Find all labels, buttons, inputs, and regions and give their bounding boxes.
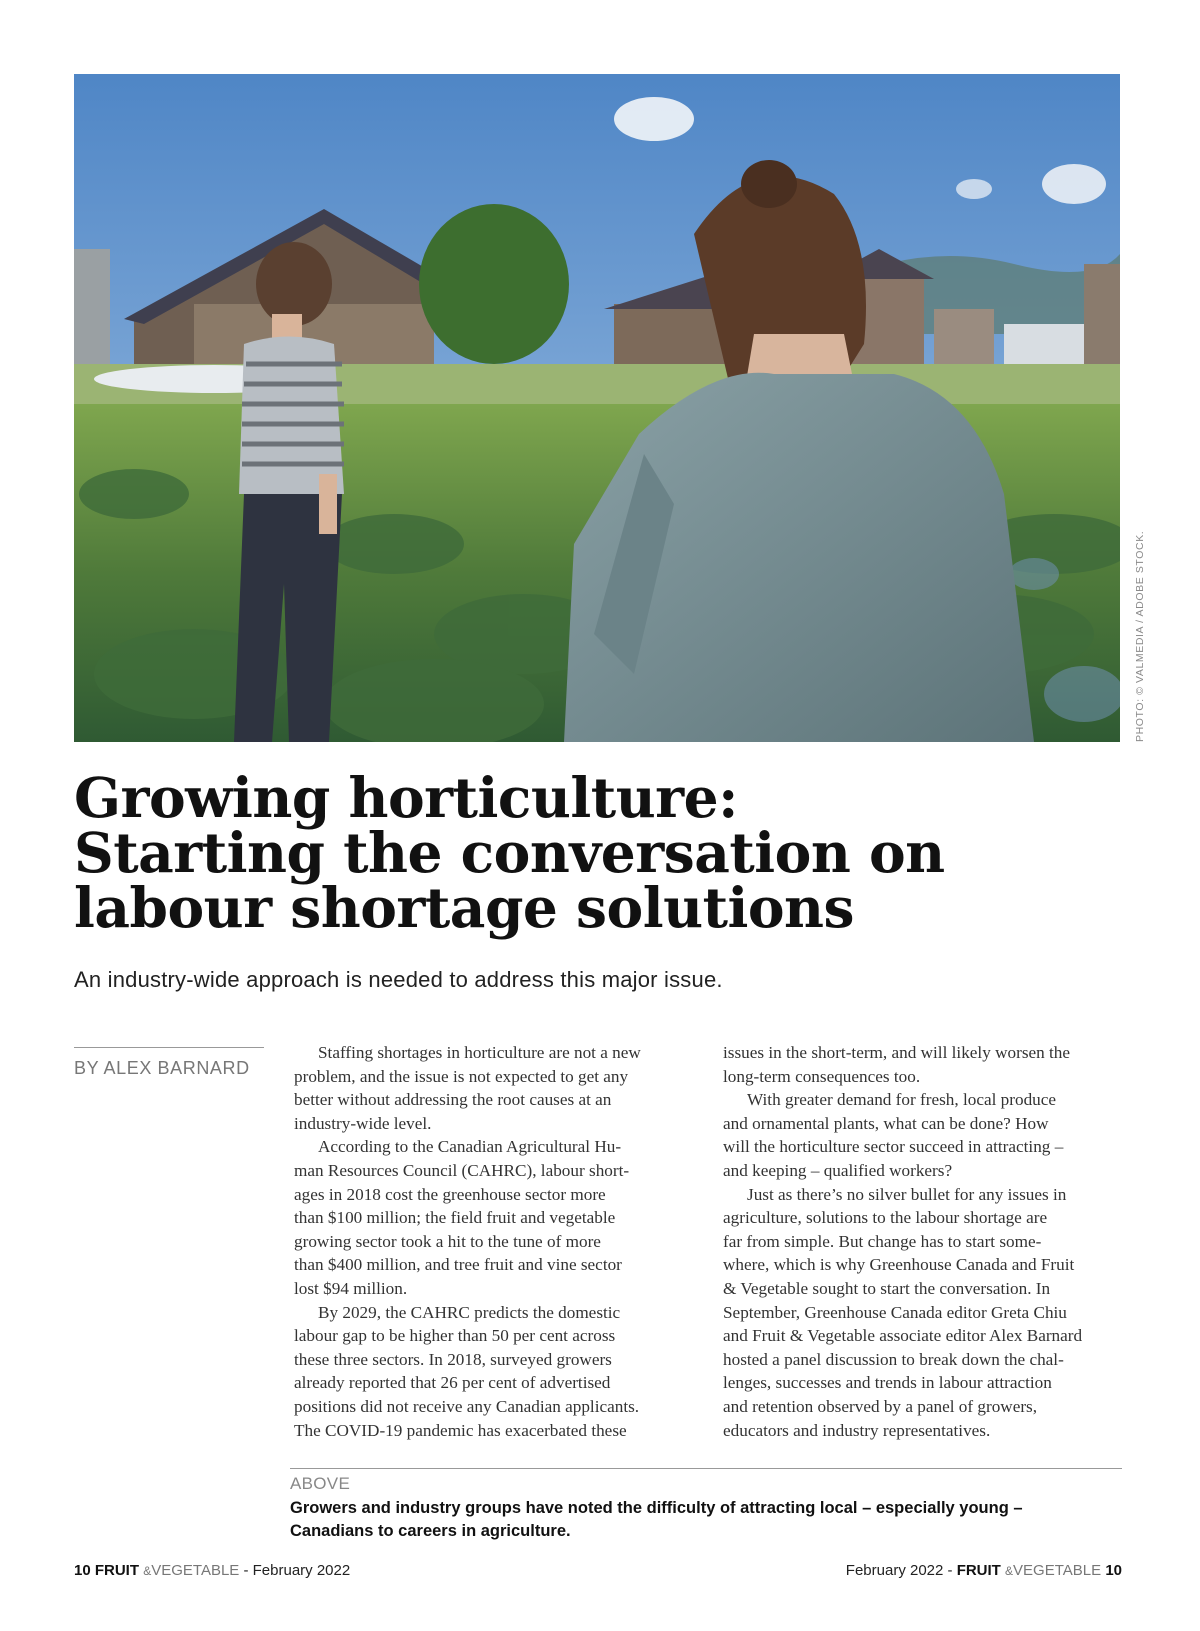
body-line: educators and industry representatives. <box>723 1420 991 1440</box>
body-line: lost $94 million. <box>294 1278 408 1298</box>
body-line: and Fruit & Vegetable associate editor Alex Barnard <box>723 1326 1083 1346</box>
issue-date: - February 2022 <box>239 1562 351 1579</box>
field-workers-illustration <box>74 74 1120 742</box>
magazine-name-vegetable: VEGETABLE <box>1013 1562 1102 1579</box>
page-number: 10 <box>1105 1562 1122 1579</box>
body-column-2 <box>723 1041 1123 1442</box>
headline-line: labour shortage solutions <box>74 875 855 940</box>
body-line: and ornamental plants, what can be done? How <box>723 1113 1049 1133</box>
body-line: problem, and the issue is not expected to get any <box>294 1066 629 1086</box>
photo-caption <box>290 1497 1120 1543</box>
body-line: long-term consequences too. <box>723 1066 921 1086</box>
body-line: labour gap to be higher than 50 per cent across <box>294 1326 616 1346</box>
body-line: hosted a panel discussion to break down the chal- <box>723 1349 1064 1369</box>
body-line: and retention observed by a panel of growers, <box>723 1396 1038 1416</box>
body-line: than $400 million, and tree fruit and vine sector <box>294 1255 622 1275</box>
body-line: September, Greenhouse Canada editor Greta Chiu <box>723 1302 1067 1322</box>
byline: BY ALEX BARNARD <box>74 1058 250 1078</box>
issue-date: February 2022 - <box>845 1562 957 1579</box>
body-line: industry-wide level. <box>294 1113 432 1133</box>
body-line: ages in 2018 cost the greenhouse sector more <box>294 1184 606 1204</box>
hero-photo <box>74 74 1120 742</box>
caption-line: Canadians to careers in agriculture. <box>290 1522 571 1540</box>
magazine-name-amp: & <box>1005 1564 1014 1578</box>
body-column-1 <box>294 1041 694 1442</box>
body-line: better without addressing the root causes at an <box>294 1090 612 1110</box>
body-line: With greater demand for fresh, local produce <box>747 1090 1057 1110</box>
body-line: Staffing shortages in horticulture are not a new <box>318 1043 641 1062</box>
article-deck: An industry-wide approach is needed to address this major issue. <box>74 967 723 992</box>
body-line: already reported that 26 per cent of advertised <box>294 1373 611 1393</box>
body-line: Just as there’s no silver bullet for any issues in <box>747 1184 1067 1204</box>
headline-line: Starting the conversation on <box>74 820 945 885</box>
article-headline <box>74 765 1074 940</box>
body-line: & Vegetable sought to start the conversation. In <box>723 1278 1051 1298</box>
body-line: will the horticulture sector succeed in attracting – <box>723 1137 1064 1157</box>
footer-left <box>74 1562 350 1579</box>
body-line: By 2029, the CAHRC predicts the domestic <box>318 1302 621 1322</box>
headline-line: Growing horticulture: <box>74 765 738 830</box>
body-line: lenges, successes and trends in labour attraction <box>723 1373 1052 1393</box>
body-line: where, which is why Greenhouse Canada and Fruit <box>723 1255 1075 1275</box>
body-line: these three sectors. In 2018, surveyed growers <box>294 1349 612 1369</box>
body-line: far from simple. But change has to start some- <box>723 1231 1042 1251</box>
page-number: 10 <box>74 1562 91 1579</box>
caption-label: ABOVE <box>290 1474 351 1493</box>
body-line: agriculture, solutions to the labour shortage are <box>723 1208 1048 1228</box>
body-line: growing sector took a hit to the tune of more <box>294 1231 601 1251</box>
body-line: than $100 million; the field fruit and vegetable <box>294 1208 616 1228</box>
body-line: and keeping – qualified workers? <box>723 1160 953 1180</box>
magazine-name-amp: & <box>143 1564 152 1578</box>
body-line: issues in the short-term, and will likely worsen the <box>723 1043 1071 1062</box>
footer-right <box>846 1562 1122 1579</box>
byline-divider <box>74 1047 264 1048</box>
magazine-name-fruit: FRUIT <box>94 1562 140 1579</box>
caption-divider <box>290 1468 1122 1469</box>
body-line: The COVID-19 pandemic has exacerbated these <box>294 1420 627 1440</box>
magazine-name-fruit: FRUIT <box>956 1562 1001 1579</box>
photo-credit: PHOTO: © VALMEDIA / ADOBE STOCK. <box>1134 530 1146 742</box>
caption-line: Growers and industry groups have noted the difficulty of attracting local – especially young – <box>290 1499 1023 1517</box>
body-line: positions did not receive any Canadian applicants. <box>294 1396 640 1416</box>
body-line: man Resources Council (CAHRC), labour short- <box>294 1160 630 1180</box>
magazine-name-vegetable: VEGETABLE <box>151 1562 240 1579</box>
body-line: According to the Canadian Agricultural Hu- <box>318 1137 622 1157</box>
